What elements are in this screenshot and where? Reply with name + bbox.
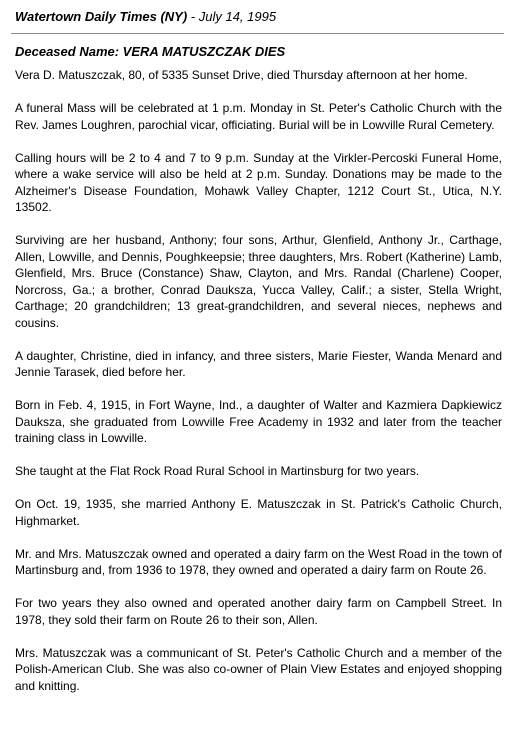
deceased-name-headline: Deceased Name: VERA MATUSZCZAK DIES <box>15 44 286 59</box>
paragraph: Mr. and Mrs. Matuszczak owned and operated a dairy farm on the West Road in the town of Martinsburg and, from 1936 to 1978, they owned and operated a dairy farm on Route 26. <box>15 546 502 577</box>
publication-date: July 14, 1995 <box>198 9 277 24</box>
source-separator: - <box>187 9 199 24</box>
publication-name: Watertown Daily Times (NY) <box>15 9 188 24</box>
paragraph: Calling hours will be 2 to 4 and 7 to 9 p.m. Sunday at the Virkler-Percoski Funeral Home, where a wake service will also be held at 2 p.m. Sunday. Donations may be made to the Alzheimer's Disease Foundation, Mohawk Valley Chapter, 1212 Court St., Utica, N.Y. 13502. <box>15 150 502 214</box>
paragraph: Surviving are her husband, Anthony; four sons, Arthur, Glenfield, Anthony Jr., Carthage, Allen, Lowville, and Dennis, Poughkeepsie; three daughters, Mrs. Robert (Katherine) Lamb, Glenfield, Mrs. Bruce (Constance) Shaw, Clayton, and Mrs. Randal (Charlene) Cooper, Norcross, Ga.; a brother, Conrad Dauksza, Yucca Valley, Calif.; a sister, Stella Wright, Carthage; 20 grandchildren; 13 great-grandchildren, and several nieces, nephews and cousins. <box>15 233 502 330</box>
source-line <box>15 9 276 24</box>
paragraph: Born in Feb. 4, 1915, in Fort Wayne, Ind., a daughter of Walter and Kazmiera Dapkiewicz Dauksza, she graduated from Lowville Free Academy in 1932 and later from the teacher training class in Lowville. <box>15 398 502 445</box>
obituary-body <box>15 67 502 711</box>
paragraph: On Oct. 19, 1935, she married Anthony E. Matuszczak in St. Patrick's Catholic Church, Highmarket. <box>15 497 502 528</box>
paragraph: She taught at the Flat Rock Road Rural School in Martinsburg for two years. <box>15 464 420 478</box>
header-divider <box>11 33 504 34</box>
paragraph: Mrs. Matuszczak was a communicant of St. Peter's Catholic Church and a member of the Polish-American Club. She was also co-owner of Plain View Estates and enjoyed shopping and knitting. <box>15 645 502 693</box>
paragraph: Vera D. Matuszczak, 80, of 5335 Sunset Drive, died Thursday afternoon at her home. <box>15 68 468 82</box>
paragraph: A daughter, Christine, died in infancy, and three sisters, Marie Fiester, Wanda Menard and Jennie Tarasek, died before her. <box>15 348 502 379</box>
paragraph: For two years they also owned and operated another dairy farm on Campbell Street. In 1978, they sold their farm on Route 26 to their son, Allen. <box>15 596 502 627</box>
paragraph: A funeral Mass will be celebrated at 1 p.m. Monday in St. Peter's Catholic Church with the Rev. James Loughren, parochial vicar, officiating. Burial will be in Lowville Rural Cemetery. <box>15 101 502 132</box>
